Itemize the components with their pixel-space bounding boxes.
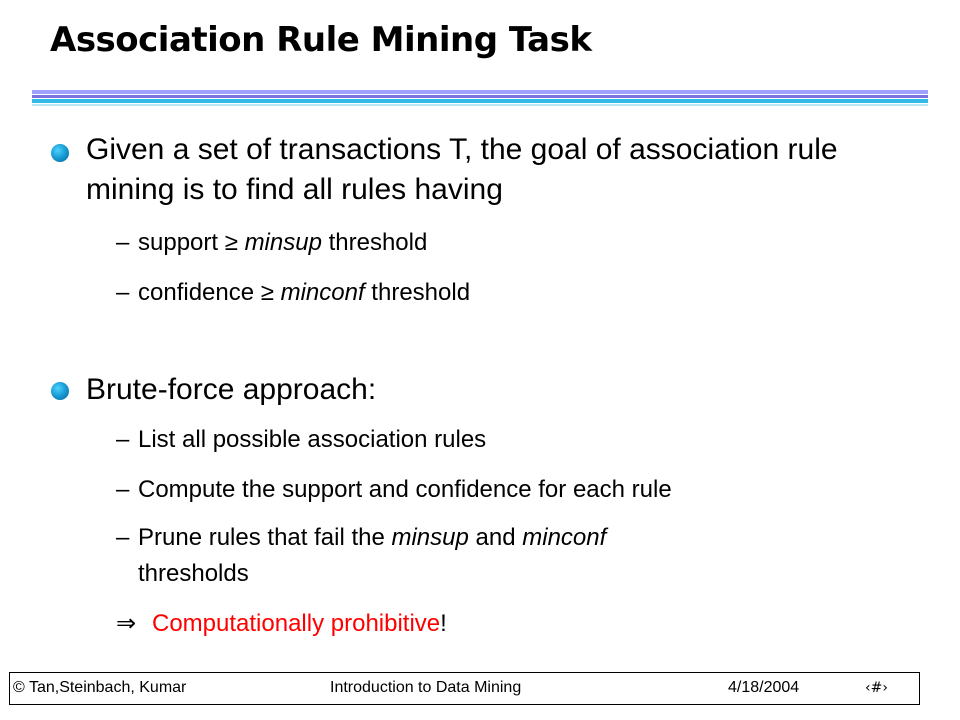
bullet-1-text: Given a set of transactions T, the goal of association rule mining is to find all rules having [86, 133, 838, 206]
conclusion-punct: ! [440, 610, 447, 637]
sub-emphasis: minsup [391, 524, 469, 551]
sub-text: support ≥ [138, 229, 245, 256]
sub-text: Compute the support and confidence for each rule [138, 476, 672, 503]
dash-marker: – [116, 476, 130, 503]
slide-title: Association Rule Mining Task [50, 20, 592, 60]
dash-marker: – [116, 229, 130, 256]
sub-bullet-list-rules [116, 425, 486, 455]
sub-bullet-compute [116, 475, 672, 505]
sub-text: threshold [364, 279, 471, 306]
bullet-dot-icon [51, 144, 69, 162]
underline-bar-4 [32, 104, 928, 106]
footer-course: Introduction to Data Mining [330, 679, 522, 696]
sub-emphasis: minsup [244, 229, 322, 256]
dash-marker: – [116, 426, 130, 453]
sub-bullet-prune-continued: thresholds [138, 560, 249, 587]
footer-page-number: ‹#› [865, 680, 888, 696]
sub-text: Prune rules that fail the [138, 524, 392, 551]
conclusion-line [116, 608, 447, 639]
sub-text: confidence ≥ [138, 279, 281, 306]
underline-bar-1 [32, 90, 928, 94]
sub-bullet-prune [116, 523, 606, 553]
implies-arrow-icon: ⇒ [116, 609, 137, 637]
footer-date: 4/18/2004 [728, 679, 800, 696]
sub-emphasis: minconf [280, 279, 365, 306]
bullet-dot-icon [51, 382, 69, 400]
sub-text: threshold [321, 229, 428, 256]
sub-text: List all possible association rules [138, 426, 487, 453]
dash-marker: – [116, 524, 130, 551]
underline-bar-2 [32, 95, 928, 98]
underline-bar-3 [32, 99, 928, 103]
conclusion-text: Computationally prohibitive [152, 610, 441, 637]
footer-authors: © Tan,Steinbach, Kumar [13, 679, 187, 696]
dash-marker: – [116, 279, 130, 306]
sub-bullet-confidence [116, 278, 470, 308]
sub-text: and [468, 524, 523, 551]
sub-emphasis: minconf [522, 524, 607, 551]
bullet-2-text: Brute-force approach: [86, 373, 377, 406]
sub-bullet-support [116, 228, 427, 258]
